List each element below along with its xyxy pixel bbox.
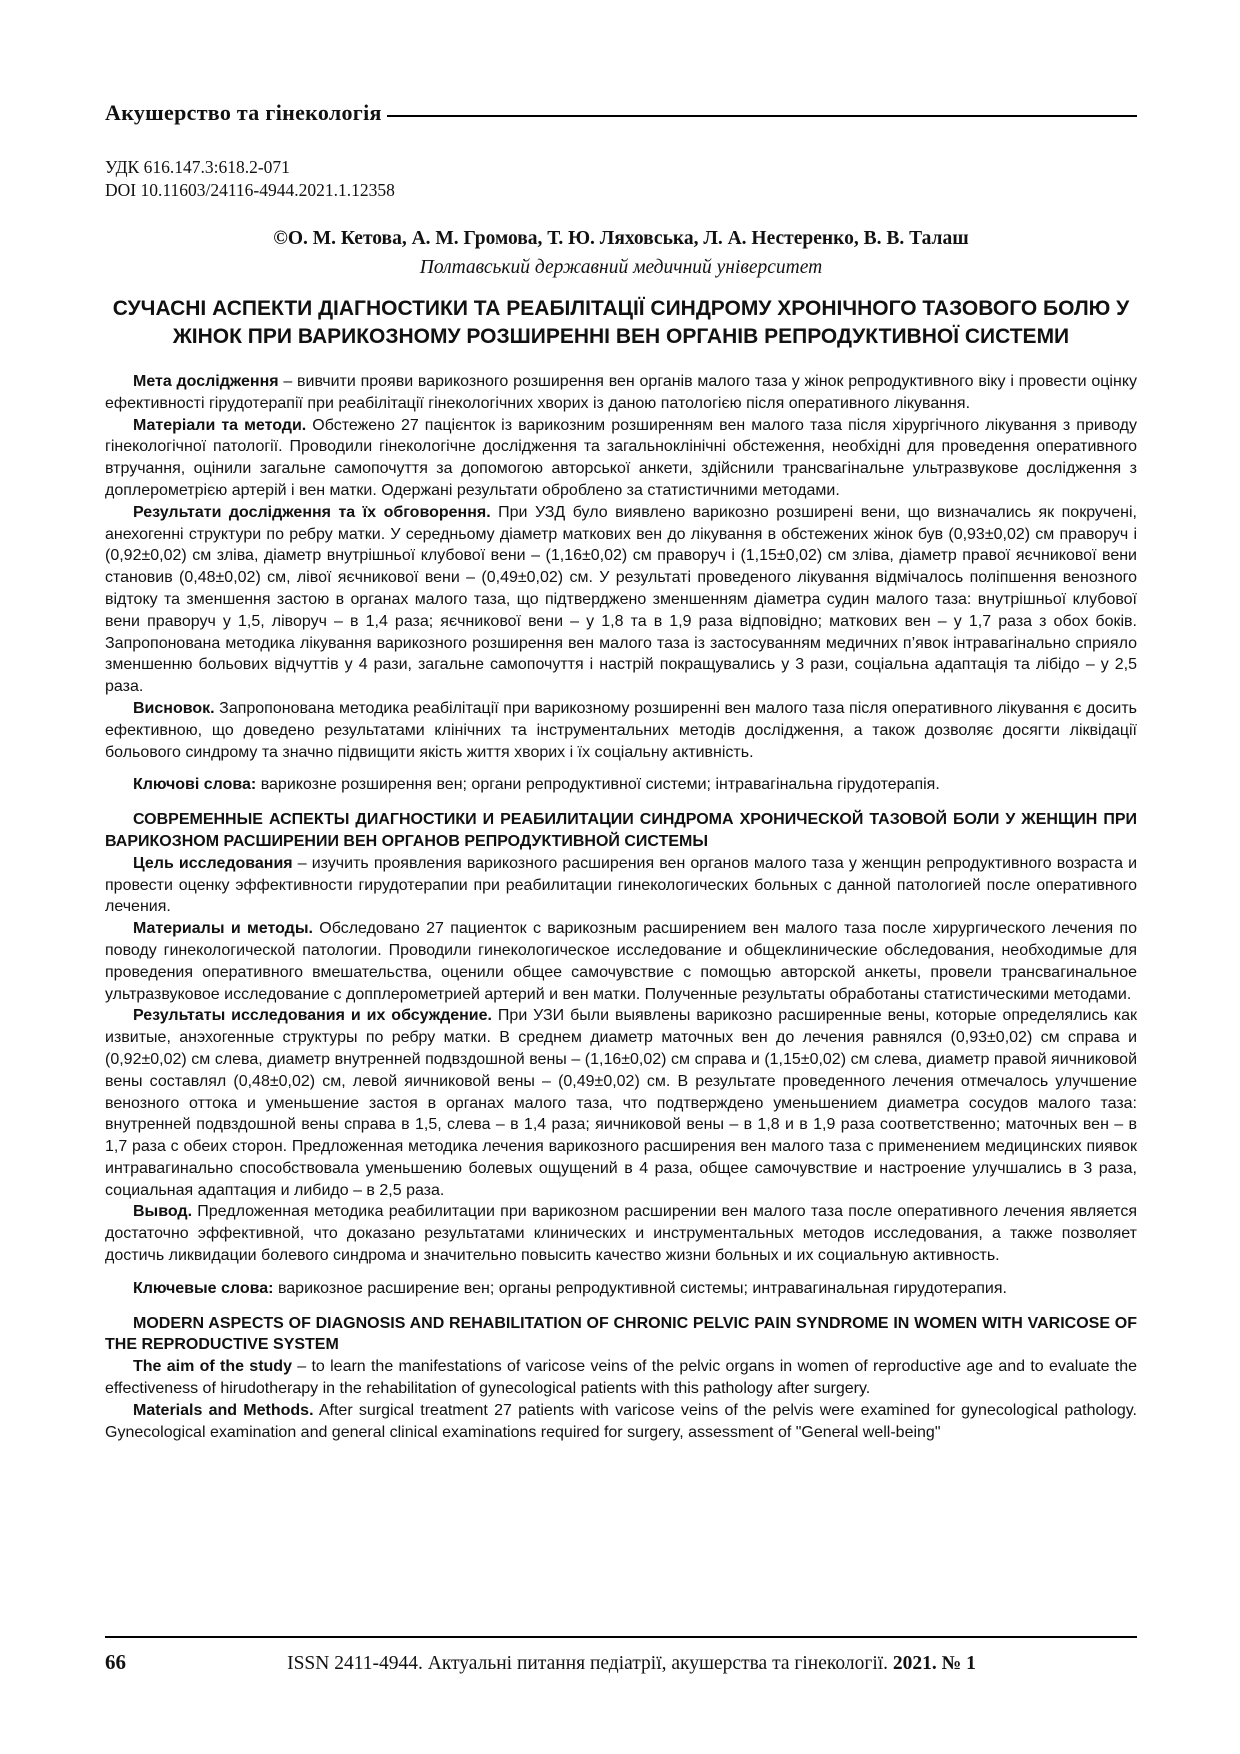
issn-text: ISSN 2411-4944. Актуальні питання педіатрії, акушерства та гінекології. (287, 1653, 893, 1674)
footer-row (105, 1650, 1137, 1675)
paragraph-aim-ua (105, 371, 1137, 415)
abstract-english (105, 1313, 1137, 1444)
issue-number: 2021. № 1 (892, 1653, 976, 1674)
paragraph-lead: The aim of the study (133, 1358, 292, 1376)
paragraph-lead: Материалы и методы. (133, 920, 313, 938)
keywords-ru (105, 1278, 1137, 1300)
paragraph-lead: Мета дослідження (133, 373, 279, 390)
paragraph-results-ua (105, 502, 1137, 698)
paragraph-aim-en (105, 1356, 1137, 1400)
running-head-rule (387, 115, 1137, 117)
abstracts (105, 371, 1137, 1443)
paragraph-lead: Висновок. (133, 699, 215, 717)
paragraph-lead: Матеріали та методи. (133, 416, 307, 434)
paragraph-text: Обследовано 27 пациенток с варикозным расширением вен малого таза после хирургического лечения по поводу гинекологической патологии. Проводили гинекологическое исследование и общеклинические обследования, необходимые для проведения оперативного вмешательства, оценили общее самочувствие с помощью авторской анкеты, провели трансвагинальное ультразвуковое исследование с допплерометрией артерий и вен матки. Полученные результаты обработаны статистическими методами. (105, 920, 1137, 1003)
paragraph-conclusion-ru (105, 1201, 1137, 1266)
paragraph-methods-en (105, 1400, 1137, 1444)
paragraph-results-ru (105, 1005, 1137, 1201)
paragraph-text: Запропонована методика реабілітації при варикозному розширенні вен малого таза після оперативного лікування є досить ефективною, що доведено результатами клінічних та інструментальних методів дослідження, а також дозволяє досягти ліквідації больового синдрому та значно підвищити якість життя хворих і їх соціальну активність. (105, 699, 1137, 761)
article-meta (105, 156, 1137, 202)
abstract-russian (105, 809, 1137, 1300)
footer-rule (105, 1636, 1137, 1638)
keywords-ua (105, 774, 1137, 796)
page-number: 66 (105, 1650, 126, 1674)
paragraph-methods-ru (105, 918, 1137, 1005)
article-title: СУЧАСНІ АСПЕКТИ ДІАГНОСТИКИ ТА РЕАБІЛІТАЦІЇ СИНДРОМУ ХРОНІЧНОГО ТАЗОВОГО БОЛЮ У ЖІНОК ПРИ ВАРИКОЗНОМУ РОЗШИРЕННІ ВЕН ОРГАНІВ РЕПРОДУКТИВНОЇ СИСТЕМИ (112, 297, 1130, 348)
keywords-text: варикозне розширення вен; органи репродуктивної системи; інтравагінальна гірудотерапія. (256, 776, 940, 794)
paragraph-lead: Результати дослідження та їх обговорення. (133, 503, 491, 521)
footer (105, 1636, 1137, 1675)
paragraph-text: – to learn the manifestations of varicose veins of the pelvic organs in women of reproductive age and to evaluate the effectiveness of hirudotherapy in the rehabilitation of gynecological patients with this pathology after surgery. (105, 1358, 1138, 1398)
paragraph-text: After surgical treatment 27 patients with varicose veins of the pelvis were examined for gynecological pathology. Gynecological examination and general clinical examinations required for surgery, assessment of "General well-being" (105, 1401, 1137, 1441)
paragraph-lead: Materials and Methods. (133, 1401, 314, 1419)
paragraph-text: – вивчити прояви варикозного розширення вен органів малого таза у жінок репродуктивного віку і провести оцінку ефективності гірудотерапії при реабілітації гінекологічних хворих із даною патологією після оперативного лікування. (105, 373, 1137, 412)
keywords-lead: Ключевые слова: (133, 1279, 274, 1297)
authors-line: ©О. М. Кетова, А. М. Громова, Т. Ю. Ляховська, Л. А. Нестеренко, В. В. Талаш (273, 228, 969, 249)
paragraph-conclusion-ua (105, 698, 1137, 763)
paragraph-text: – изучить проявления варикозного расширения вен органов малого таза у женщин репродуктивного возраста и провести оценку эффективности гирудотерапии при реабилитации гинекологических больных с данной патологией после оперативного лечения. (105, 854, 1138, 916)
udc-line: УДК 616.147.3:618.2-071 (105, 157, 290, 177)
paragraph-lead: Цель исследования (133, 854, 293, 872)
running-head-title: Акушерство та гінекологія (105, 100, 382, 125)
paragraph-text: Предложенная методика реабилитации при варикозном расширении вен малого таза после оперативного лечения является достаточно эффективной, что доказано результатами клинических и инструментальных методов исследования, а также позволяет достичь ликвидации болевого синдрома и значительно повысить качество жизни больных и их социальную активность. (105, 1203, 1137, 1265)
keywords-lead: Ключові слова: (133, 776, 257, 794)
abstract-title-en: MODERN ASPECTS OF DIAGNOSIS AND REHABILITATION OF CHRONIC PELVIC PAIN SYNDROME IN WOMEN WITH VARICOSE OF THE REPRODUCTIVE SYSTEM (105, 1314, 1137, 1354)
paragraph-text: При УЗИ были выявлены варикозно расширенные вены, которые определялись как извитые, анэхогенные структуры по ребру матки. В среднем диаметр маточных вен до лечения равнялся (0,93±0,02) см справа и (0,92±0,02) см слева, диаметр внутренней подвздошной вены – (1,16±0,02) см справа и (1,15±0,02) см слева, диаметр правой яичниковой вены составлял (0,48±0,02) см, левой яичниковой вены – (0,49±0,02) см. В результате проведенного лечения отмечалось улучшение венозного оттока и уменьшение застоя в органах малого таза, что подтверждено уменьшением диаметра сосудов малого таза: внутренней подвздошной вены справа в 1,5, слева – в 1,4 раза; яичниковой вены – в 1,8 и в 1,9 раза соответственно; маточных вен – в 1,7 раза с обеих сторон. Предложенная методика лечения варикозного расширения вен малого таза с применением медицинских пиявок интравагинально способствовала уменьшению болевых ощущений в 4 раза, общее самочувствие и настроение улучшались в 3 раза, социальная адаптация и либидо – в 2,5 раза. (105, 1007, 1137, 1199)
paragraph-lead: Вывод. (133, 1203, 193, 1221)
abstract-ukrainian (105, 371, 1137, 796)
page-content (105, 100, 1137, 1443)
paragraph-text: При УЗД було виявлено варикозно розширені вени, що визначались як покручені, анехогенні структури по ребру матки. У середньому діаметр маткових вен до лікування в обстежених жінок був (0,93±0,02) см праворуч і (0,92±0,02) см зліва, діаметр внутрішньої клубової вени – (1,16±0,02) см праворуч і (1,15±0,02) см зліва, діаметр правої яєчникової вени становив (0,48±0,02) см, лівої яєчникової вени – (0,49±0,02) см. У результаті проведеного лікування відмічалось поліпшення венозного відтоку та зменшення застою в органах малого таза, що підтверджено зменшенням діаметра судин малого таза: внутрішньої клубової вени праворуч у 1,5, ліворуч – в 1,4 раза; яєчникової вени – у 1,8 та в 1,9 раза відповідно; маткових вен – у 1,7 раза з обох боків. Запропонована методика лікування варикозного розширення вен малого таза із застосуванням медичних п’явок інтравагінально сприяло зменшенню больових відчуттів у 4 рази, загальне самопочуття і настрій покращувались у 3 рази, соціальна адаптація та лібідо – у 2,5 раза. (105, 503, 1137, 696)
issn-line (126, 1653, 1137, 1675)
abstract-title-ru: СОВРЕМЕННЫЕ АСПЕКТЫ ДИАГНОСТИКИ И РЕАБИЛИТАЦИИ СИНДРОМА ХРОНИЧЕСКОЙ ТАЗОВОЙ БОЛИ У ЖЕНЩИН ПРИ ВАРИКОЗНОМ РАСШИРЕНИИ ВЕН ОРГАНОВ РЕПРОДУКТИВНОЙ СИСТЕМЫ (105, 811, 1137, 850)
paragraph-methods-ua (105, 415, 1137, 502)
paragraph-lead: Результаты исследования и их обсуждение. (133, 1007, 492, 1025)
running-head (105, 100, 1137, 126)
doi-line: DOI 10.11603/24116-4944.2021.1.12358 (105, 180, 395, 200)
paragraph-text: Обстежено 27 пацієнток із варикозним розширенням вен малого таза після хірургічного лікування з приводу гінекологічної патології. Проводили гінекологічне дослідження та загальноклінічні обстеження, необхідні для проведення оперативного втручання, оцінили загальне самопочуття за допомогою авторської анкети, здійснили трансвагінальне ультразвукове дослідження з доплерометрією артерій і вен матки. Одержані результати оброблено за статистичними методами. (105, 416, 1138, 499)
keywords-text: варикозное расширение вен; органы репродуктивной системы; интравагинальная гирудотерапия. (273, 1279, 1007, 1297)
paragraph-aim-ru (105, 853, 1137, 918)
affiliation-line: Полтавський державний медичний університет (419, 257, 823, 278)
